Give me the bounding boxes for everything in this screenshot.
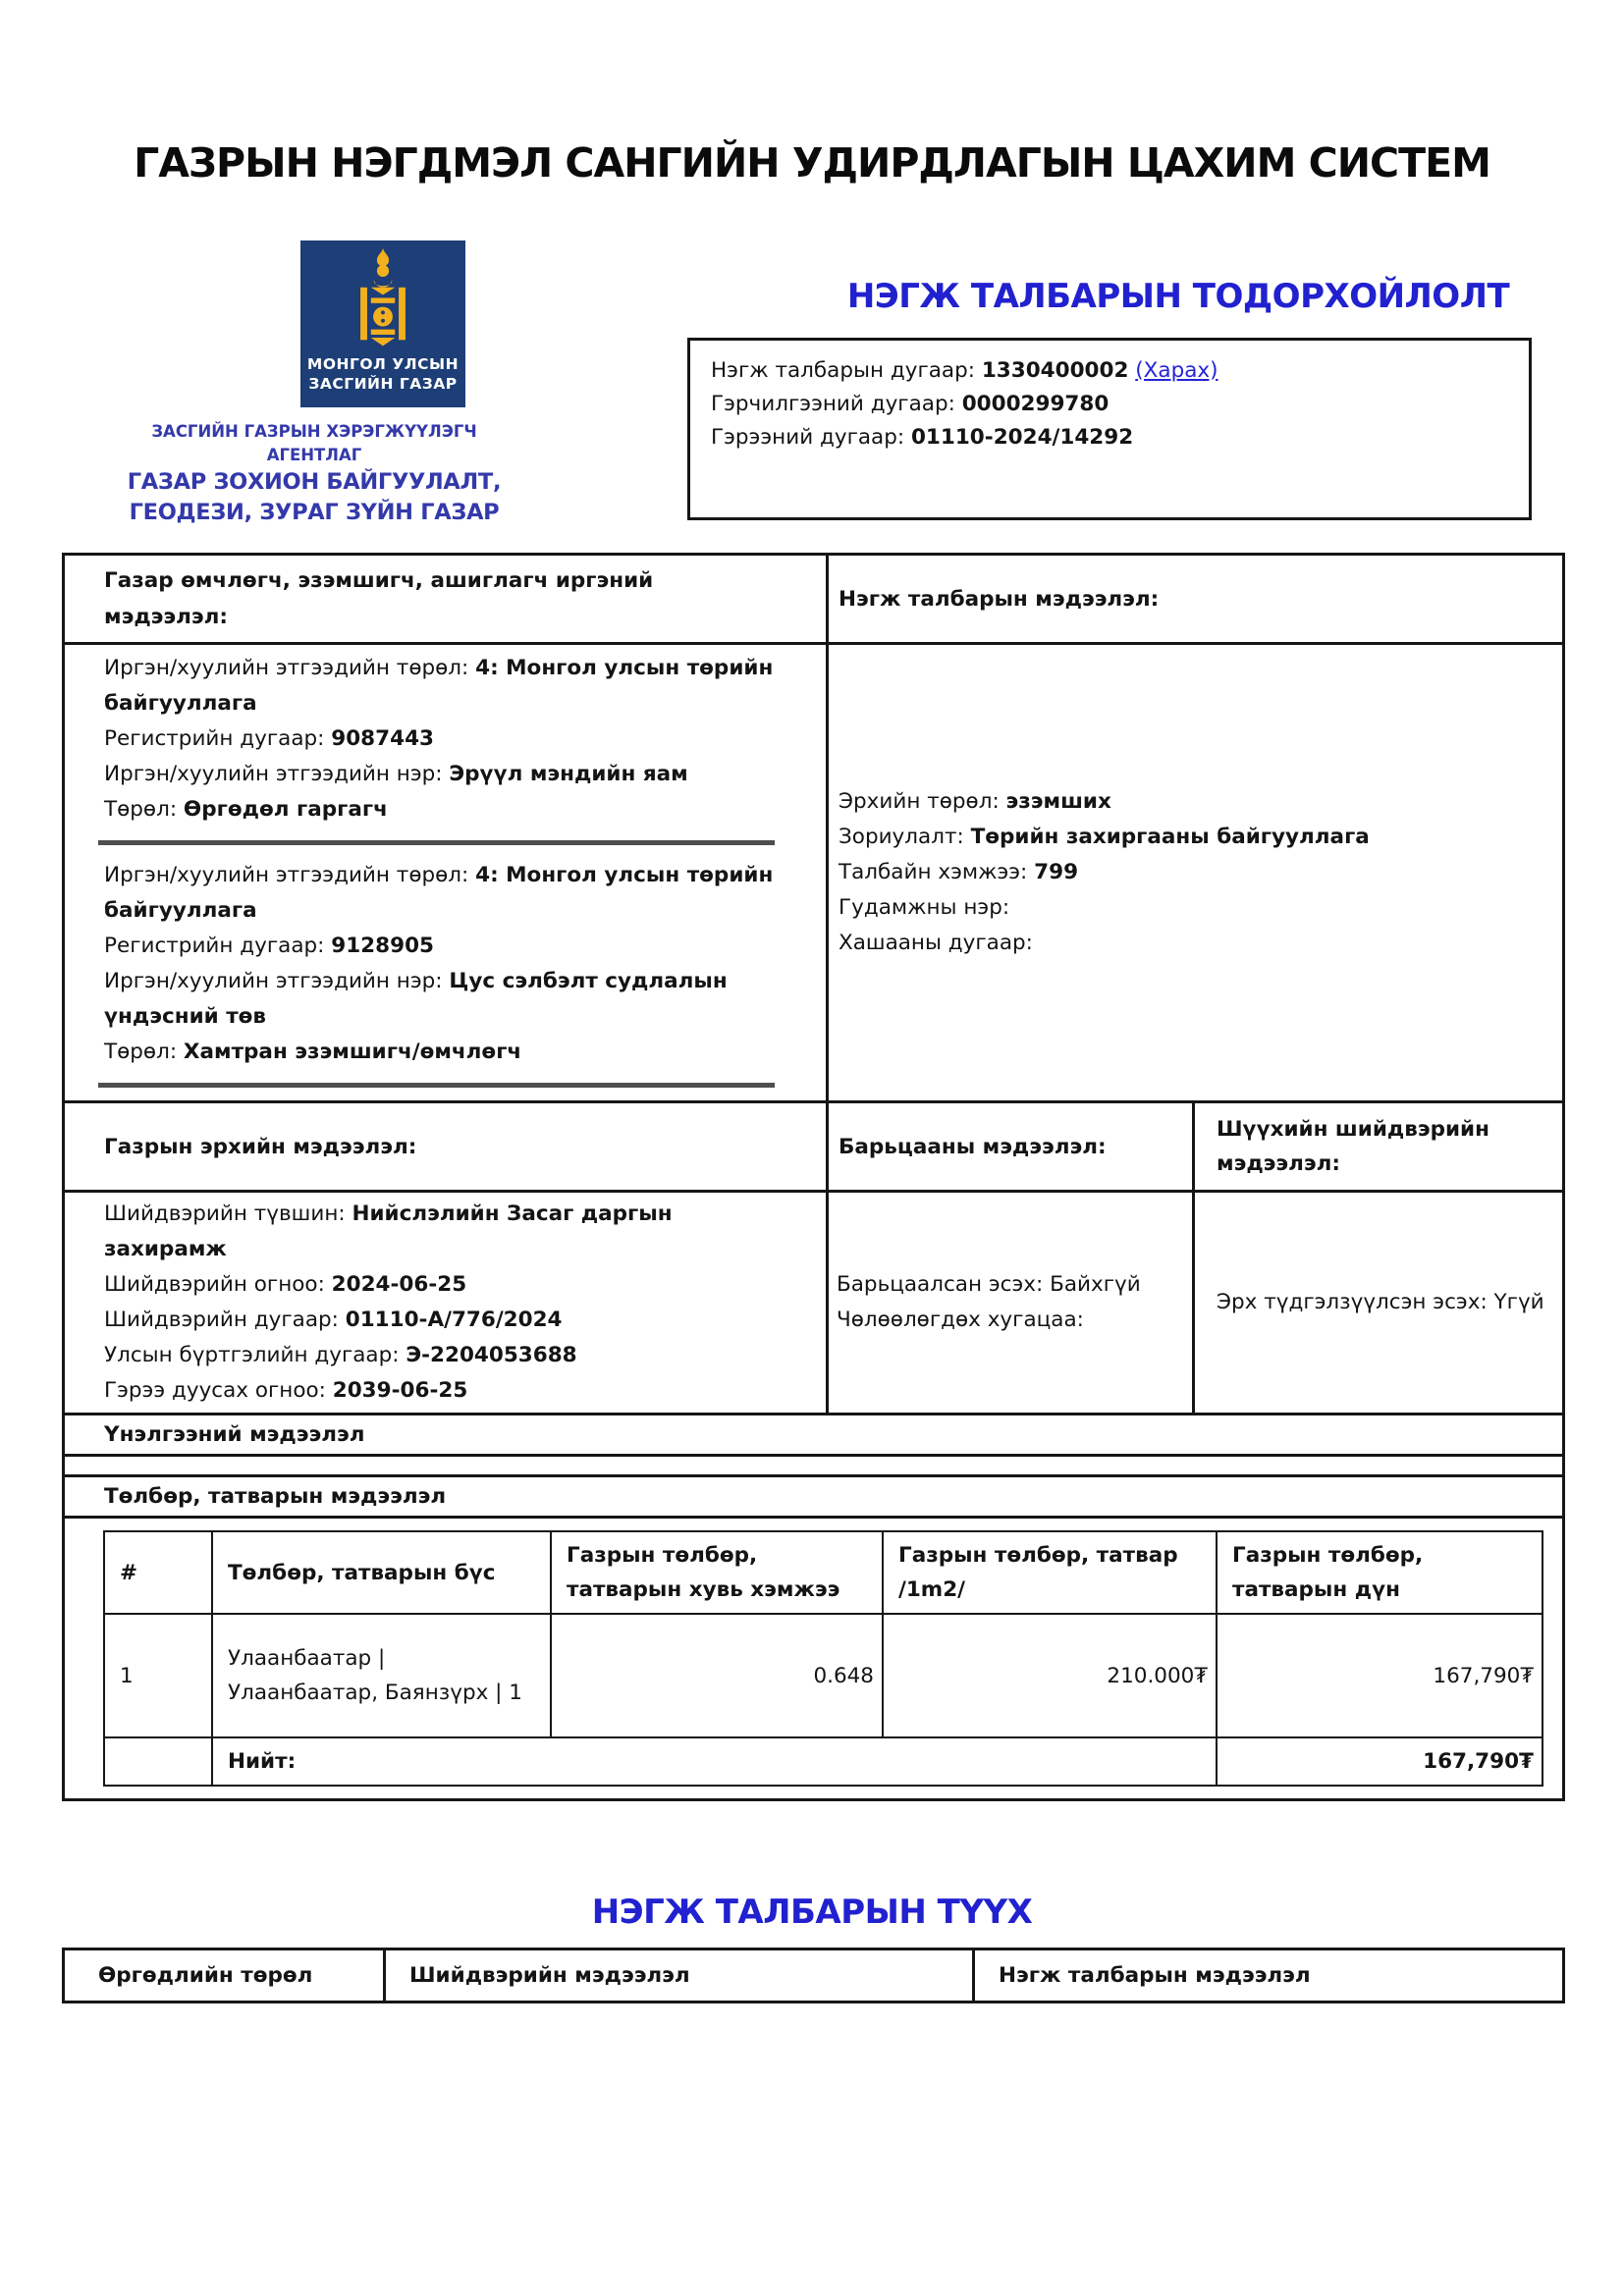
- owner2-type-label: Иргэн/хуулийн этгээдийн төрөл:: [104, 863, 469, 887]
- owner1-name-label: Иргэн/хуулийн этгээдийн нэр:: [104, 762, 443, 786]
- logo-org-name: МОНГОЛ УЛСЫН ЗАСГИЙН ГАЗАР: [306, 355, 460, 393]
- agency-line1: ЗАСГИЙН ГАЗРЫН ХЭРЭГЖҮҮЛЭГЧ АГЕНТЛАГ: [151, 422, 477, 464]
- purpose-value: Төрийн захиргааны байгууллага: [970, 825, 1370, 849]
- owner2-name-label: Иргэн/хуулийн этгээдийн нэр:: [104, 969, 443, 993]
- payment-table: [103, 1530, 1543, 1787]
- owner2-reg-label: Регистрийн дугаар:: [104, 934, 325, 958]
- certificate-number-value: 0000299780: [961, 392, 1110, 416]
- certificate-number-label: Гэрчилгээний дугаар:: [711, 392, 955, 416]
- owner1-role-value: Өргөдөл гаргагч: [183, 797, 388, 822]
- owner-divider: [98, 1083, 775, 1088]
- pay-col-amount: Газрын төлбөр, татварын дүн: [1217, 1531, 1543, 1614]
- agency-name: [103, 420, 525, 528]
- soyombo-emblem-icon: [360, 248, 406, 350]
- purpose-label: Зориулалт:: [839, 825, 964, 849]
- right-type-value: эзэмших: [1005, 789, 1111, 814]
- owner2-type-value: 4: Монгол улсын төрийн байгууллага: [104, 863, 774, 923]
- owners-cell: [64, 644, 828, 1102]
- area-label: Талбайн хэмжээ:: [839, 860, 1028, 884]
- contract-number-value: 01110-2024/14292: [910, 425, 1134, 450]
- state-reg-label: Улсын бүртгэлийн дугаар:: [104, 1343, 400, 1367]
- owner1-reg-value: 9087443: [331, 726, 434, 751]
- collateral-status: Барьцаалсан эсэх: Байхгүй: [837, 1272, 1141, 1297]
- payment-row: [104, 1614, 1543, 1737]
- collateral-release-period: Чөлөөлөгдөх хугацаа:: [837, 1308, 1084, 1332]
- contract-end-label: Гэрээ дуусах огноо:: [104, 1378, 326, 1403]
- decision-level-label: Шийдвэрийн түвшин:: [104, 1201, 346, 1226]
- parcel-number-label: Нэгж талбарын дугаар:: [711, 358, 975, 383]
- payment-section-header: Төлбөр, татварын мэдээлэл: [64, 1476, 1564, 1518]
- owner-block-2: [104, 858, 777, 1070]
- street-label: Гудамжны нэр:: [839, 895, 1010, 920]
- court-suspension-status: Эрх түдгэлзүүлсэн эсэх: Үгүй: [1217, 1290, 1544, 1314]
- owner-divider: [98, 840, 775, 845]
- court-section-header: Шүүхийн шийдвэрийн мэдээлэл:: [1194, 1102, 1564, 1192]
- collateral-info-cell: [828, 1192, 1194, 1415]
- payment-total-value: 167,790₮: [1217, 1737, 1543, 1786]
- history-col-parcel-info: Нэгж талбарын мэдээлэл: [974, 1949, 1564, 2002]
- payment-table-cell: [64, 1518, 1564, 1800]
- payment-row-index: 1: [104, 1614, 212, 1737]
- parcel-section-header: Нэгж талбарын мэдээлэл:: [828, 555, 1564, 644]
- contract-end-value: 2039-06-25: [332, 1378, 468, 1403]
- right-type-label: Эрхийн төрөл:: [839, 789, 1000, 814]
- contract-number-line: [711, 421, 1519, 454]
- parcel-number-line: [711, 354, 1519, 388]
- section-title: НЭГЖ ТАЛБАРЫН ТОДОРХОЙЛОЛТ: [846, 277, 1510, 316]
- owner2-role-value: Хамтран эзэмшигч/өмчлөгч: [183, 1040, 522, 1064]
- decision-date-value: 2024-06-25: [331, 1272, 467, 1297]
- owner1-type-value: 4: Монгол улсын төрийн байгууллага: [104, 656, 774, 716]
- government-logo: [300, 240, 465, 407]
- payment-row-amount: 167,790₮: [1217, 1614, 1543, 1737]
- payment-total-label: Нийт:: [212, 1737, 1217, 1786]
- history-title: НЭГЖ ТАЛБАРЫН ТҮҮХ: [591, 1893, 1033, 1932]
- parcel-summary-box: [687, 338, 1532, 520]
- owner2-reg-value: 9128905: [331, 934, 434, 958]
- owner2-role-label: Төрөл:: [104, 1040, 178, 1064]
- payment-row-rate: 0.648: [551, 1614, 883, 1737]
- state-reg-value: Э-2204053688: [406, 1343, 577, 1367]
- khashaa-label: Хашааны дугаар:: [839, 931, 1033, 955]
- payment-total-row: [104, 1737, 1543, 1786]
- owner-section-header: Газар өмчлөгч, эзэмшигч, ашиглагч иргэний мэдээлэл:: [64, 555, 828, 644]
- decision-date-label: Шийдвэрийн огноо:: [104, 1272, 325, 1297]
- rights-section-header: Газрын эрхийн мэдээлэл:: [64, 1102, 828, 1192]
- valuation-empty-row: [64, 1456, 1564, 1476]
- owner2-name-value: Цус сэлбэлт судлалын үндэсний төв: [104, 969, 728, 1029]
- certificate-number-line: [711, 388, 1519, 421]
- pay-col-zone: Төлбөр, татварын бүс: [212, 1531, 551, 1614]
- payment-row-zone: Улаанбаатар | Улаанбаатар, Баянзүрх | 1: [212, 1614, 551, 1737]
- valuation-section-header: Үнэлгээний мэдээлэл: [64, 1415, 1564, 1456]
- agency-line2: ГАЗАР ЗОХИОН БАЙГУУЛАЛТ,: [127, 469, 502, 495]
- area-value: 799: [1034, 860, 1079, 884]
- pay-col-rate: Газрын төлбөр, татварын хувь хэмжээ: [551, 1531, 883, 1614]
- parcel-info-cell: [828, 644, 1564, 1102]
- payment-total-spacer: [104, 1737, 212, 1786]
- pay-col-index: #: [104, 1531, 212, 1614]
- owner1-name-value: Эрүүл мэндийн яам: [449, 762, 688, 786]
- parcel-number-value: 1330400002: [981, 358, 1129, 383]
- rights-info-cell: [64, 1192, 828, 1415]
- history-table: [62, 1948, 1565, 2003]
- owner-block-1: [104, 651, 777, 828]
- owner1-role-label: Төрөл:: [104, 797, 178, 822]
- collateral-section-header: Барьцааны мэдээлэл:: [828, 1102, 1194, 1192]
- history-col-decision-info: Шийдвэрийн мэдээлэл: [385, 1949, 974, 2002]
- decision-number-value: 01110-А/776/2024: [345, 1308, 563, 1332]
- page-title: ГАЗРЫН НЭГДМЭЛ САНГИЙН УДИРДЛАГЫН ЦАХИМ СИСТЕМ: [134, 139, 1490, 187]
- court-info-cell: [1194, 1192, 1564, 1415]
- pay-col-per-m2: Газрын төлбөр, татвар /1m2/: [883, 1531, 1217, 1614]
- decision-number-label: Шийдвэрийн дугаар:: [104, 1308, 339, 1332]
- owner1-type-label: Иргэн/хуулийн этгээдийн төрөл:: [104, 656, 469, 680]
- owner1-reg-label: Регистрийн дугаар:: [104, 726, 325, 751]
- decision-level-value: Нийслэлийн Засаг даргын захирамж: [104, 1201, 673, 1261]
- parcel-detail-table: [62, 553, 1565, 1801]
- contract-number-label: Гэрээний дугаар:: [711, 425, 905, 450]
- agency-line3: ГЕОДЕЗИ, ЗУРАГ ЗҮЙН ГАЗАР: [129, 500, 500, 525]
- history-col-application-type: Өргөдлийн төрөл: [64, 1949, 385, 2002]
- payment-row-per-m2: 210.000₮: [883, 1614, 1217, 1737]
- view-link[interactable]: (Харах): [1135, 358, 1218, 383]
